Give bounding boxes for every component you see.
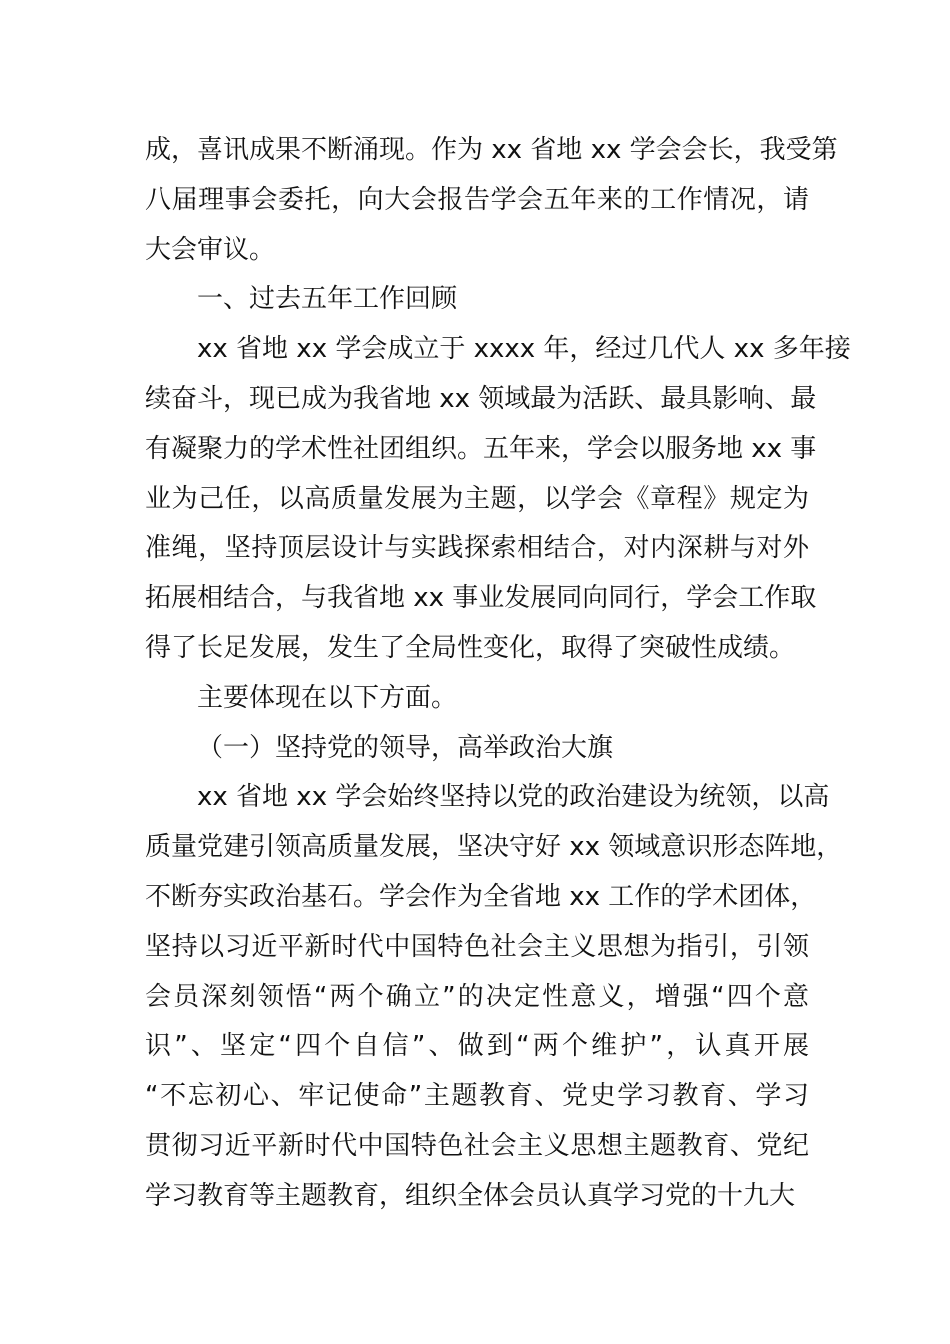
text-line: 成，喜讯成果不断涌现。作为 xx 省地 xx 学会会长，我受第 — [145, 135, 838, 165]
paragraph — [145, 126, 838, 275]
text-line: 会员深刻领悟“两个确立”的决定性意义，增强“四个意 — [145, 981, 809, 1012]
text-line: 不断夯实政治基石。学会作为全省地 xx 工作的学术团体， — [145, 881, 817, 912]
document-body — [145, 126, 851, 1222]
text-line: 八届理事会委托，向大会报告学会五年来的工作情况，请 — [145, 184, 809, 215]
paragraph — [145, 674, 809, 724]
text-line: 学习教育等主题教育，组织全体会员认真学习党的十九大 — [145, 1180, 796, 1211]
text-line: 坚持以习近平新时代中国特色社会主义思想为指引，引领 — [145, 931, 809, 962]
text-line: 准绳，坚持顶层设计与实践探索相结合，对内深耕与对外 — [145, 533, 809, 564]
text-line: xx 省地 xx 学会始终坚持以党的政治建设为统领，以高 — [197, 782, 830, 813]
text-line: （一）坚持党的领导，高举政治大旗 — [197, 732, 614, 763]
paragraph — [145, 325, 851, 674]
text-line: 有凝聚力的学术性社团组织。五年来，学会以服务地 xx 事 — [145, 433, 817, 464]
text-line: 一、过去五年工作回顾 — [197, 284, 458, 315]
paragraph — [145, 275, 809, 325]
text-line: 业为己任，以高质量发展为主题，以学会《章程》规定为 — [145, 483, 809, 514]
paragraph — [145, 724, 809, 774]
text-line: 拓展相结合，与我省地 xx 事业发展同向同行，学会工作取 — [145, 583, 817, 614]
text-line: 大会审议。 — [145, 234, 276, 265]
text-line: 得了长足发展，发生了全局性变化，取得了突破性成绩。 — [145, 632, 796, 663]
text-line: 续奋斗，现已成为我省地 xx 领域最为活跃、最具影响、最 — [145, 383, 817, 414]
text-line: 质量党建引领高质量发展，坚决守好 xx 领域意识形态阵地， — [145, 832, 843, 863]
text-line: 贯彻习近平新时代中国特色社会主义思想主题教育、党纪 — [145, 1130, 809, 1161]
text-line: 主要体现在以下方面。 — [197, 682, 458, 713]
text-line: xx 省地 xx 学会成立于 xxxx 年，经过几代人 xx 多年接 — [197, 334, 851, 365]
text-line: 识”、坚定“四个自信”、做到“两个维护”，认真开展 — [145, 1031, 809, 1062]
text-line: “不忘初心、牢记使命”主题教育、党史学习教育、学习 — [145, 1081, 809, 1112]
paragraph — [145, 773, 843, 1221]
